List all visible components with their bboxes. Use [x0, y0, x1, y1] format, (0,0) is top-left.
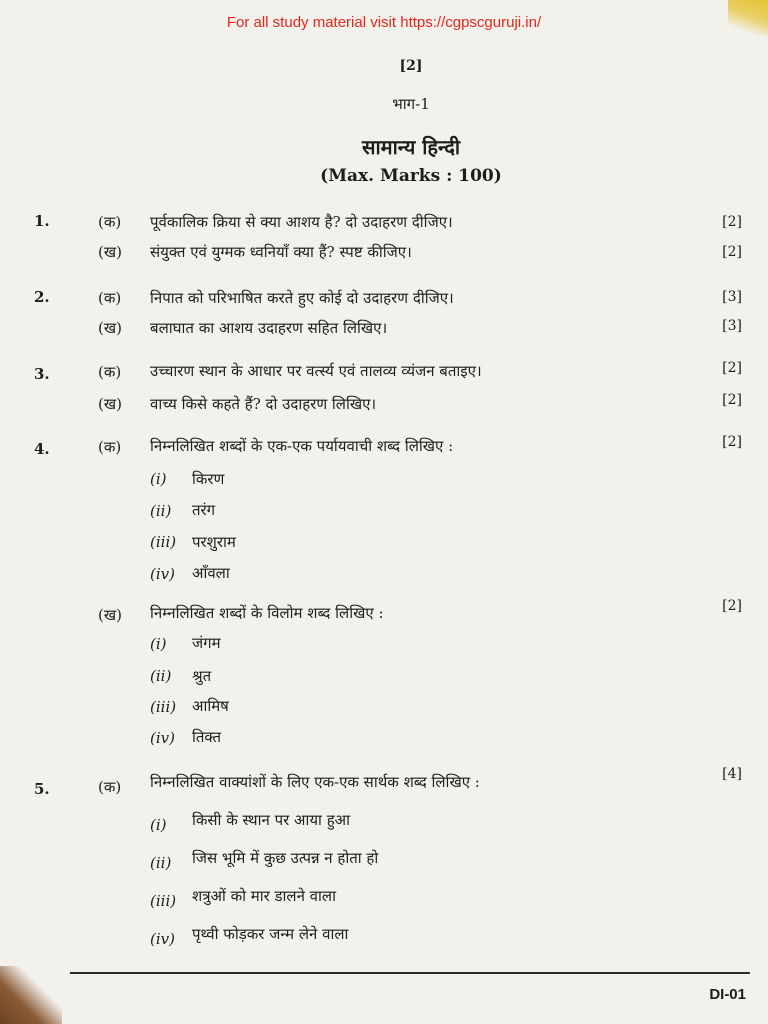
question-text: बलाघात का आशय उदाहरण सहित लिखिए।: [150, 319, 388, 337]
item-text: किसी के स्थान पर आया हुआ: [192, 811, 350, 829]
item-text: तिक्त: [192, 728, 222, 746]
marks-label: [4]: [722, 766, 742, 782]
subpart-label: (क): [98, 213, 122, 231]
item-number: (iii): [150, 533, 177, 551]
item-number: (ii): [150, 502, 172, 520]
marks-label: [2]: [722, 244, 742, 260]
subpart-label: (क): [98, 363, 122, 381]
question-text: संयुक्त एवं युग्मक ध्वनियाँ क्या हैं? स्पष्ट कीजिए।: [150, 243, 412, 261]
watermark-link[interactable]: For all study material visit https://cgpscguruji.in/: [226, 14, 542, 31]
marks-label: [3]: [722, 289, 742, 305]
item-text: जिस भूमि में कुछ उत्पन्न न होता हो: [192, 849, 379, 867]
question-text: निपात को परिभाषित करते हुए कोई दो उदाहरण दीजिए।: [150, 289, 454, 307]
item-number: (i): [150, 816, 167, 834]
item-text: जंगम: [192, 634, 221, 652]
page-number: [2]: [399, 58, 423, 74]
item-number: (ii): [150, 667, 172, 685]
item-number: (iii): [150, 698, 177, 716]
marks-label: [2]: [722, 434, 742, 450]
item-number: (i): [150, 635, 167, 653]
subpart-label: (ख): [98, 395, 122, 413]
marks-label: [3]: [722, 318, 742, 334]
question-number: 5.: [34, 780, 50, 798]
item-number: (ii): [150, 854, 172, 872]
paper-code: DI-01: [709, 986, 746, 1003]
subpart-label: (क): [98, 289, 122, 307]
subpart-label: (क): [98, 438, 122, 456]
marks-label: [2]: [722, 360, 742, 376]
question-text: वाच्य किसे कहते हैं? दो उदाहरण लिखिए।: [150, 395, 377, 413]
item-text: श्रुत: [192, 667, 212, 685]
item-text: आँवला: [192, 564, 230, 582]
subpart-label: (क): [98, 778, 122, 796]
item-number: (iv): [150, 930, 175, 948]
item-text: शत्रुओं को मार डालने वाला: [192, 887, 336, 905]
item-number: (iii): [150, 892, 177, 910]
marks-label: [2]: [722, 598, 742, 614]
subpart-label: (ख): [98, 319, 122, 337]
question-text: पूर्वकालिक क्रिया से क्या आशय है? दो उदाहरण दीजिए।: [150, 213, 453, 231]
item-number: (iv): [150, 565, 175, 583]
question-text: उच्चारण स्थान के आधार पर वर्त्स्य एवं तालव्य व्यंजन बताइए।: [150, 362, 482, 380]
item-number: (i): [150, 470, 167, 488]
item-text: पृथ्वी फोड़कर जन्म लेने वाला: [192, 925, 349, 943]
subpart-label: (ख): [98, 606, 122, 624]
marks-label: [2]: [722, 214, 742, 230]
question-number: 3.: [34, 365, 50, 383]
marks-label: [2]: [722, 392, 742, 408]
item-text: किरण: [192, 470, 225, 488]
question-number: 2.: [34, 288, 50, 306]
question-text: निम्नलिखित वाक्यांशों के लिए एक-एक सार्थक शब्द लिखिए :: [150, 773, 480, 791]
question-text: निम्नलिखित शब्दों के विलोम शब्द लिखिए :: [150, 604, 384, 622]
part-heading: भाग-1: [392, 95, 430, 113]
item-text: तरंग: [192, 501, 216, 519]
question-number: 1.: [34, 212, 50, 230]
item-text: आमिष: [192, 697, 229, 715]
question-text: निम्नलिखित शब्दों के एक-एक पर्यायवाची शब्द लिखिए :: [150, 437, 454, 455]
question-number: 4.: [34, 440, 50, 458]
paper-corner-shadow: [0, 966, 62, 1024]
subject-title: सामान्य हिन्दी: [361, 135, 461, 159]
item-text: परशुराम: [192, 533, 236, 551]
footer-divider: [70, 972, 750, 974]
subpart-label: (ख): [98, 243, 122, 261]
max-marks: (Max. Marks : 100): [320, 166, 502, 186]
item-number: (iv): [150, 729, 175, 747]
